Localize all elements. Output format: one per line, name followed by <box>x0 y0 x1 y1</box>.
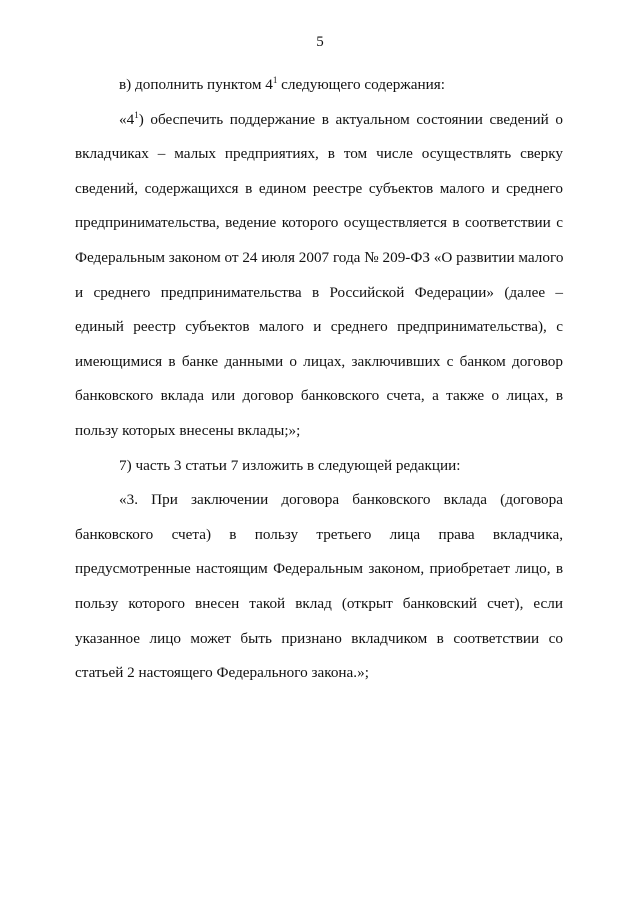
paragraph-point-4-1 <box>75 103 563 449</box>
text-line: банковского счета) в пользу третьего лица права вкладчика, <box>75 525 563 543</box>
paragraph-part-3 <box>75 483 563 691</box>
text-line: «3. При заключении договора банковского вклада (договора <box>119 491 563 509</box>
text-line: единый реестр субъектов малого и среднего предпринимательства), с <box>75 318 563 336</box>
text-line: Федеральным законом от 24 июля 2007 года № 209-ФЗ «О развитии малого <box>75 248 564 266</box>
text-line: сведений, содержащихся в едином реестре субъектов малого и среднего <box>75 179 563 197</box>
text-line: и среднего предпринимательства в Российской Федерации» (далее – <box>75 283 563 301</box>
superscript: 1 <box>272 75 278 85</box>
text-line: статьей 2 настоящего Федерального закона.»; <box>75 664 369 682</box>
paragraph-item-7: 7) часть 3 статьи 7 изложить в следующей редакции: <box>119 456 461 474</box>
text-line: предпринимательства, ведение которого осуществляется в соответствии с <box>75 214 563 232</box>
text-line: банковского вклада или договор банковского счета, а также о лицах, в <box>75 387 563 405</box>
text-line <box>75 103 563 138</box>
text-fragment: следующего содержания: <box>277 76 445 93</box>
text-line: вкладчиках – малых предприятиях, в том числе осуществлять сверку <box>75 145 563 163</box>
text-line: пользу которых внесены вклады;»; <box>75 421 301 439</box>
text-line: предусмотренные настоящим Федеральным законом, приобретает лицо, в <box>75 560 563 578</box>
text-line: имеющимися в банке данными о лицах, заключивших с банком договор <box>75 352 563 370</box>
text-line: указанное лицо может быть признано вкладчиком в соответствии со <box>75 629 563 647</box>
text-fragment: в) дополнить пунктом 4 <box>119 76 273 93</box>
paragraph-amendment-intro <box>75 68 563 103</box>
page-number: 5 <box>316 34 324 50</box>
document-body <box>75 68 563 691</box>
text-line: пользу которого внесен такой вклад (открыт банковский счет), если <box>75 594 563 612</box>
text-fragment: «$4^1$) обеспечить поддержание в актуальном состоянии сведений о <box>119 109 563 128</box>
superscript: 1 <box>134 109 139 120</box>
